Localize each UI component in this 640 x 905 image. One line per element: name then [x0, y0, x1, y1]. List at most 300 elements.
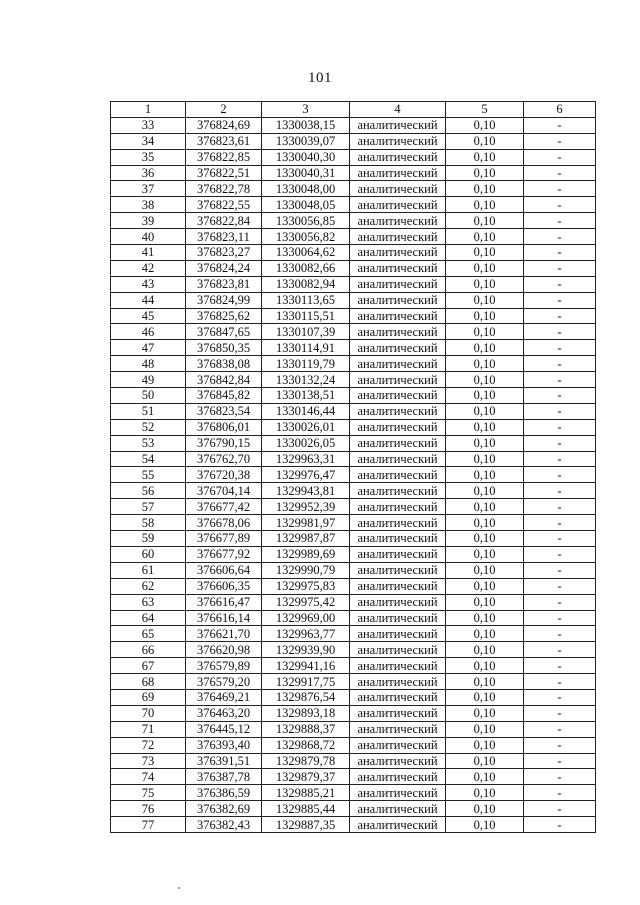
table-row — [111, 356, 596, 372]
point-number-cell: 77 — [111, 817, 186, 833]
accuracy-cell: 0,10 — [446, 721, 524, 737]
table-row — [111, 642, 596, 658]
method-cell: аналитический — [350, 817, 446, 833]
accuracy-cell: 0,10 — [446, 435, 524, 451]
table-row — [111, 308, 596, 324]
y-coordinate-cell: 1329885,21 — [262, 785, 350, 801]
x-coordinate-cell: 376762,70 — [186, 451, 262, 467]
y-coordinate-cell: 1330113,65 — [262, 292, 350, 308]
method-cell: аналитический — [350, 308, 446, 324]
x-coordinate-cell: 376822,55 — [186, 197, 262, 213]
note-cell: - — [524, 705, 596, 721]
point-number-cell: 42 — [111, 260, 186, 276]
accuracy-cell: 0,10 — [446, 642, 524, 658]
x-coordinate-cell: 376842,84 — [186, 372, 262, 388]
table-row — [111, 817, 596, 833]
accuracy-cell: 0,10 — [446, 388, 524, 404]
table-row — [111, 467, 596, 483]
point-number-cell: 65 — [111, 626, 186, 642]
accuracy-cell: 0,10 — [446, 229, 524, 245]
x-coordinate-cell: 376704,14 — [186, 483, 262, 499]
table-row — [111, 292, 596, 308]
table-row — [111, 340, 596, 356]
x-coordinate-cell: 376445,12 — [186, 721, 262, 737]
x-coordinate-cell: 376678,06 — [186, 515, 262, 531]
method-cell: аналитический — [350, 674, 446, 690]
method-cell: аналитический — [350, 546, 446, 562]
point-number-cell: 63 — [111, 594, 186, 610]
note-cell: - — [524, 324, 596, 340]
method-cell: аналитический — [350, 340, 446, 356]
point-number-cell: 49 — [111, 372, 186, 388]
x-coordinate-cell: 376838,08 — [186, 356, 262, 372]
x-coordinate-cell: 376677,42 — [186, 499, 262, 515]
note-cell: - — [524, 785, 596, 801]
x-coordinate-cell: 376677,89 — [186, 531, 262, 547]
note-cell: - — [524, 737, 596, 753]
x-coordinate-cell: 376822,51 — [186, 165, 262, 181]
y-coordinate-cell: 1330048,05 — [262, 197, 350, 213]
accuracy-cell: 0,10 — [446, 419, 524, 435]
table-row — [111, 785, 596, 801]
method-cell: аналитический — [350, 531, 446, 547]
table-row — [111, 705, 596, 721]
note-cell: - — [524, 642, 596, 658]
method-cell: аналитический — [350, 276, 446, 292]
note-cell: - — [524, 594, 596, 610]
x-coordinate-cell: 376677,92 — [186, 546, 262, 562]
note-cell: - — [524, 403, 596, 419]
note-cell: - — [524, 133, 596, 149]
method-cell: аналитический — [350, 372, 446, 388]
method-cell: аналитический — [350, 229, 446, 245]
y-coordinate-cell: 1329879,37 — [262, 769, 350, 785]
accuracy-cell: 0,10 — [446, 674, 524, 690]
table-row — [111, 737, 596, 753]
note-cell: - — [524, 245, 596, 261]
table-row — [111, 562, 596, 578]
y-coordinate-cell: 1329969,00 — [262, 610, 350, 626]
method-cell: аналитический — [350, 149, 446, 165]
point-number-cell: 76 — [111, 801, 186, 817]
accuracy-cell: 0,10 — [446, 117, 524, 133]
accuracy-cell: 0,10 — [446, 753, 524, 769]
note-cell: - — [524, 308, 596, 324]
column-header-2: 2 — [186, 102, 262, 118]
x-coordinate-cell: 376606,64 — [186, 562, 262, 578]
accuracy-cell: 0,10 — [446, 276, 524, 292]
column-header-6: 6 — [524, 102, 596, 118]
accuracy-cell: 0,10 — [446, 467, 524, 483]
method-cell: аналитический — [350, 324, 446, 340]
x-coordinate-cell: 376823,81 — [186, 276, 262, 292]
table-row — [111, 769, 596, 785]
header-row — [111, 102, 596, 118]
y-coordinate-cell: 1329941,16 — [262, 658, 350, 674]
y-coordinate-cell: 1330040,30 — [262, 149, 350, 165]
method-cell: аналитический — [350, 753, 446, 769]
table-row — [111, 674, 596, 690]
table-row — [111, 721, 596, 737]
method-cell: аналитический — [350, 721, 446, 737]
x-coordinate-cell: 376463,20 — [186, 705, 262, 721]
x-coordinate-cell: 376469,21 — [186, 689, 262, 705]
point-number-cell: 62 — [111, 578, 186, 594]
table-row — [111, 578, 596, 594]
x-coordinate-cell: 376616,47 — [186, 594, 262, 610]
note-cell: - — [524, 451, 596, 467]
y-coordinate-cell: 1330082,94 — [262, 276, 350, 292]
point-number-cell: 38 — [111, 197, 186, 213]
y-coordinate-cell: 1329939,90 — [262, 642, 350, 658]
x-coordinate-cell: 376806,01 — [186, 419, 262, 435]
y-coordinate-cell: 1330038,15 — [262, 117, 350, 133]
accuracy-cell: 0,10 — [446, 610, 524, 626]
method-cell: аналитический — [350, 626, 446, 642]
method-cell: аналитический — [350, 197, 446, 213]
method-cell: аналитический — [350, 356, 446, 372]
accuracy-cell: 0,10 — [446, 292, 524, 308]
x-coordinate-cell: 376823,11 — [186, 229, 262, 245]
x-coordinate-cell: 376824,99 — [186, 292, 262, 308]
accuracy-cell: 0,10 — [446, 562, 524, 578]
y-coordinate-cell: 1329952,39 — [262, 499, 350, 515]
note-cell: - — [524, 562, 596, 578]
table-row — [111, 531, 596, 547]
note-cell: - — [524, 626, 596, 642]
accuracy-cell: 0,10 — [446, 626, 524, 642]
method-cell: аналитический — [350, 610, 446, 626]
point-number-cell: 41 — [111, 245, 186, 261]
table-row — [111, 801, 596, 817]
point-number-cell: 69 — [111, 689, 186, 705]
point-number-cell: 57 — [111, 499, 186, 515]
point-number-cell: 64 — [111, 610, 186, 626]
accuracy-cell: 0,10 — [446, 181, 524, 197]
accuracy-cell: 0,10 — [446, 372, 524, 388]
accuracy-cell: 0,10 — [446, 769, 524, 785]
x-coordinate-cell: 376850,35 — [186, 340, 262, 356]
note-cell: - — [524, 165, 596, 181]
note-cell: - — [524, 356, 596, 372]
y-coordinate-cell: 1329975,42 — [262, 594, 350, 610]
point-number-cell: 45 — [111, 308, 186, 324]
accuracy-cell: 0,10 — [446, 197, 524, 213]
point-number-cell: 33 — [111, 117, 186, 133]
note-cell: - — [524, 515, 596, 531]
y-coordinate-cell: 1330026,01 — [262, 419, 350, 435]
method-cell: аналитический — [350, 515, 446, 531]
x-coordinate-cell: 376579,89 — [186, 658, 262, 674]
accuracy-cell: 0,10 — [446, 515, 524, 531]
coordinates-table — [110, 101, 596, 833]
point-number-cell: 52 — [111, 419, 186, 435]
point-number-cell: 70 — [111, 705, 186, 721]
point-number-cell: 43 — [111, 276, 186, 292]
point-number-cell: 47 — [111, 340, 186, 356]
accuracy-cell: 0,10 — [446, 817, 524, 833]
table-row — [111, 372, 596, 388]
y-coordinate-cell: 1330056,85 — [262, 213, 350, 229]
note-cell: - — [524, 340, 596, 356]
point-number-cell: 73 — [111, 753, 186, 769]
accuracy-cell: 0,10 — [446, 356, 524, 372]
point-number-cell: 56 — [111, 483, 186, 499]
method-cell: аналитический — [350, 594, 446, 610]
point-number-cell: 44 — [111, 292, 186, 308]
note-cell: - — [524, 817, 596, 833]
y-coordinate-cell: 1329975,83 — [262, 578, 350, 594]
table-row — [111, 260, 596, 276]
table-row — [111, 117, 596, 133]
table-row — [111, 483, 596, 499]
method-cell: аналитический — [350, 562, 446, 578]
note-cell: - — [524, 499, 596, 515]
method-cell: аналитический — [350, 292, 446, 308]
x-coordinate-cell: 376823,61 — [186, 133, 262, 149]
point-number-cell: 40 — [111, 229, 186, 245]
method-cell: аналитический — [350, 403, 446, 419]
accuracy-cell: 0,10 — [446, 689, 524, 705]
point-number-cell: 46 — [111, 324, 186, 340]
accuracy-cell: 0,10 — [446, 578, 524, 594]
column-header-5: 5 — [446, 102, 524, 118]
accuracy-cell: 0,10 — [446, 801, 524, 817]
y-coordinate-cell: 1330064,62 — [262, 245, 350, 261]
accuracy-cell: 0,10 — [446, 531, 524, 547]
table-row — [111, 165, 596, 181]
method-cell: аналитический — [350, 483, 446, 499]
y-coordinate-cell: 1329963,77 — [262, 626, 350, 642]
table-body — [111, 117, 596, 832]
table-row — [111, 197, 596, 213]
method-cell: аналитический — [350, 705, 446, 721]
y-coordinate-cell: 1330114,91 — [262, 340, 350, 356]
y-coordinate-cell: 1329963,31 — [262, 451, 350, 467]
x-coordinate-cell: 376824,24 — [186, 260, 262, 276]
column-header-3: 3 — [262, 102, 350, 118]
scan-speck — [178, 887, 180, 889]
y-coordinate-cell: 1330146,44 — [262, 403, 350, 419]
column-header-4: 4 — [350, 102, 446, 118]
method-cell: аналитический — [350, 165, 446, 181]
y-coordinate-cell: 1329879,78 — [262, 753, 350, 769]
accuracy-cell: 0,10 — [446, 737, 524, 753]
y-coordinate-cell: 1329943,81 — [262, 483, 350, 499]
method-cell: аналитический — [350, 260, 446, 276]
note-cell: - — [524, 213, 596, 229]
note-cell: - — [524, 292, 596, 308]
point-number-cell: 71 — [111, 721, 186, 737]
x-coordinate-cell: 376847,65 — [186, 324, 262, 340]
note-cell: - — [524, 689, 596, 705]
table-row — [111, 626, 596, 642]
x-coordinate-cell: 376822,84 — [186, 213, 262, 229]
point-number-cell: 51 — [111, 403, 186, 419]
note-cell: - — [524, 117, 596, 133]
method-cell: аналитический — [350, 642, 446, 658]
accuracy-cell: 0,10 — [446, 658, 524, 674]
accuracy-cell: 0,10 — [446, 133, 524, 149]
table-row — [111, 245, 596, 261]
note-cell: - — [524, 388, 596, 404]
point-number-cell: 48 — [111, 356, 186, 372]
accuracy-cell: 0,10 — [446, 785, 524, 801]
note-cell: - — [524, 149, 596, 165]
table-row — [111, 276, 596, 292]
x-coordinate-cell: 376790,15 — [186, 435, 262, 451]
table-row — [111, 546, 596, 562]
accuracy-cell: 0,10 — [446, 499, 524, 515]
method-cell: аналитический — [350, 117, 446, 133]
method-cell: аналитический — [350, 451, 446, 467]
point-number-cell: 58 — [111, 515, 186, 531]
point-number-cell: 39 — [111, 213, 186, 229]
accuracy-cell: 0,10 — [446, 324, 524, 340]
table-row — [111, 403, 596, 419]
y-coordinate-cell: 1329917,75 — [262, 674, 350, 690]
note-cell: - — [524, 721, 596, 737]
y-coordinate-cell: 1330048,00 — [262, 181, 350, 197]
x-coordinate-cell: 376825,62 — [186, 308, 262, 324]
accuracy-cell: 0,10 — [446, 594, 524, 610]
accuracy-cell: 0,10 — [446, 546, 524, 562]
point-number-cell: 72 — [111, 737, 186, 753]
x-coordinate-cell: 376845,82 — [186, 388, 262, 404]
y-coordinate-cell: 1329987,87 — [262, 531, 350, 547]
x-coordinate-cell: 376387,78 — [186, 769, 262, 785]
x-coordinate-cell: 376386,59 — [186, 785, 262, 801]
table-row — [111, 388, 596, 404]
x-coordinate-cell: 376579,20 — [186, 674, 262, 690]
table-row — [111, 435, 596, 451]
x-coordinate-cell: 376620,98 — [186, 642, 262, 658]
y-coordinate-cell: 1330119,79 — [262, 356, 350, 372]
note-cell: - — [524, 769, 596, 785]
note-cell: - — [524, 419, 596, 435]
note-cell: - — [524, 546, 596, 562]
point-number-cell: 67 — [111, 658, 186, 674]
y-coordinate-cell: 1330039,07 — [262, 133, 350, 149]
table-row — [111, 753, 596, 769]
table-row — [111, 594, 596, 610]
accuracy-cell: 0,10 — [446, 213, 524, 229]
x-coordinate-cell: 376621,70 — [186, 626, 262, 642]
y-coordinate-cell: 1329887,35 — [262, 817, 350, 833]
accuracy-cell: 0,10 — [446, 483, 524, 499]
table-row — [111, 658, 596, 674]
point-number-cell: 35 — [111, 149, 186, 165]
table-row — [111, 451, 596, 467]
note-cell: - — [524, 372, 596, 388]
y-coordinate-cell: 1329976,47 — [262, 467, 350, 483]
point-number-cell: 68 — [111, 674, 186, 690]
x-coordinate-cell: 376823,27 — [186, 245, 262, 261]
table-row — [111, 324, 596, 340]
table-row — [111, 499, 596, 515]
method-cell: аналитический — [350, 181, 446, 197]
table-row — [111, 133, 596, 149]
y-coordinate-cell: 1329888,37 — [262, 721, 350, 737]
method-cell: аналитический — [350, 658, 446, 674]
accuracy-cell: 0,10 — [446, 165, 524, 181]
x-coordinate-cell: 376822,78 — [186, 181, 262, 197]
y-coordinate-cell: 1329868,72 — [262, 737, 350, 753]
accuracy-cell: 0,10 — [446, 403, 524, 419]
note-cell: - — [524, 674, 596, 690]
method-cell: аналитический — [350, 578, 446, 594]
point-number-cell: 54 — [111, 451, 186, 467]
note-cell: - — [524, 467, 596, 483]
note-cell: - — [524, 181, 596, 197]
x-coordinate-cell: 376824,69 — [186, 117, 262, 133]
point-number-cell: 55 — [111, 467, 186, 483]
point-number-cell: 36 — [111, 165, 186, 181]
note-cell: - — [524, 658, 596, 674]
method-cell: аналитический — [350, 213, 446, 229]
column-header-1: 1 — [111, 102, 186, 118]
point-number-cell: 74 — [111, 769, 186, 785]
x-coordinate-cell: 376393,40 — [186, 737, 262, 753]
method-cell: аналитический — [350, 467, 446, 483]
method-cell: аналитический — [350, 801, 446, 817]
y-coordinate-cell: 1329893,18 — [262, 705, 350, 721]
point-number-cell: 34 — [111, 133, 186, 149]
accuracy-cell: 0,10 — [446, 308, 524, 324]
point-number-cell: 66 — [111, 642, 186, 658]
accuracy-cell: 0,10 — [446, 340, 524, 356]
method-cell: аналитический — [350, 419, 446, 435]
method-cell: аналитический — [350, 499, 446, 515]
table-row — [111, 515, 596, 531]
point-number-cell: 75 — [111, 785, 186, 801]
table-row — [111, 689, 596, 705]
accuracy-cell: 0,10 — [446, 149, 524, 165]
x-coordinate-cell: 376823,54 — [186, 403, 262, 419]
x-coordinate-cell: 376822,85 — [186, 149, 262, 165]
note-cell: - — [524, 276, 596, 292]
x-coordinate-cell: 376616,14 — [186, 610, 262, 626]
y-coordinate-cell: 1330040,31 — [262, 165, 350, 181]
y-coordinate-cell: 1329981,97 — [262, 515, 350, 531]
y-coordinate-cell: 1330082,66 — [262, 260, 350, 276]
table-row — [111, 181, 596, 197]
method-cell: аналитический — [350, 435, 446, 451]
point-number-cell: 59 — [111, 531, 186, 547]
method-cell: аналитический — [350, 388, 446, 404]
table-row — [111, 419, 596, 435]
accuracy-cell: 0,10 — [446, 245, 524, 261]
note-cell: - — [524, 197, 596, 213]
note-cell: - — [524, 531, 596, 547]
y-coordinate-cell: 1329989,69 — [262, 546, 350, 562]
y-coordinate-cell: 1330107,39 — [262, 324, 350, 340]
y-coordinate-cell: 1330138,51 — [262, 388, 350, 404]
note-cell: - — [524, 610, 596, 626]
x-coordinate-cell: 376391,51 — [186, 753, 262, 769]
accuracy-cell: 0,10 — [446, 260, 524, 276]
point-number-cell: 50 — [111, 388, 186, 404]
note-cell: - — [524, 578, 596, 594]
note-cell: - — [524, 753, 596, 769]
method-cell: аналитический — [350, 133, 446, 149]
accuracy-cell: 0,10 — [446, 705, 524, 721]
y-coordinate-cell: 1330026,05 — [262, 435, 350, 451]
y-coordinate-cell: 1329990,79 — [262, 562, 350, 578]
accuracy-cell: 0,10 — [446, 451, 524, 467]
note-cell: - — [524, 483, 596, 499]
y-coordinate-cell: 1330056,82 — [262, 229, 350, 245]
